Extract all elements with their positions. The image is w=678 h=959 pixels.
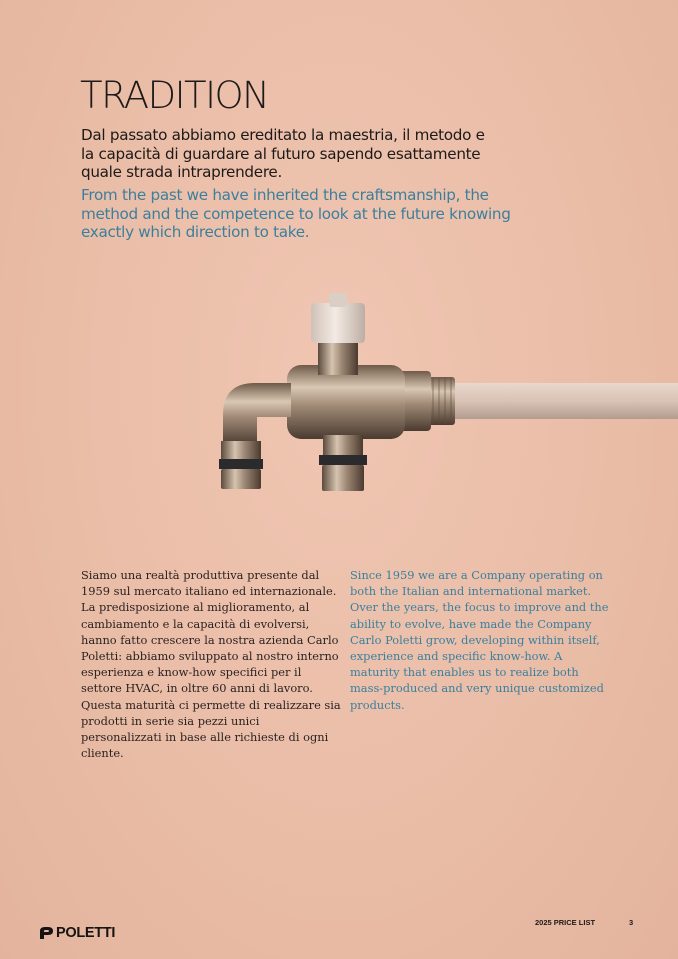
body-text-italian: Siamo una realtà produttiva presente dal 1959 sul mercato italiano ed internazionale. La predisposizione al miglioramento, al cambiamento e la capacità di evolversi, hanno fatto crescere la nostra azienda Carlo Poletti: abbiamo sviluppato al nostro interno esperienza e know-how specifici per il settore HVAC, in oltre 60 anni di lavoro. Questa maturità ci permette di realizzare sia prodotti in serie sia pezzi unici personalizzati in base alle richieste di ogni cliente.	[81, 568, 341, 761]
brand-name: POLETTI	[56, 925, 116, 941]
intro-english: From the past we have inherited the craftsmanship, the method and the competence to look at the future knowing exactly which direction to take.	[81, 186, 511, 241]
intro-italian: Dal passato abbiamo ereditato la maestria, il metodo e la capacità di guardare al futuro sapendo esattamente quale strada intraprendere.	[81, 126, 485, 181]
poletti-logo	[38, 924, 115, 942]
price-list-label: 2025 PRICE LIST	[535, 918, 596, 927]
poletti-logo-mark	[38, 926, 54, 940]
page-number: 3	[629, 918, 634, 927]
page-title: TRADITION	[80, 74, 269, 117]
body-text-english: Since 1959 we are a Company operating on both the Italian and international market. Over the years, the focus to improve and the ability to evolve, have made the Company Carlo Poletti grow, developing within itself, experience and specific know-how. A maturity that enables us to realize both mass-produced and very unique customized products.	[350, 568, 609, 712]
brass-valve-fitting-image	[195, 285, 678, 515]
